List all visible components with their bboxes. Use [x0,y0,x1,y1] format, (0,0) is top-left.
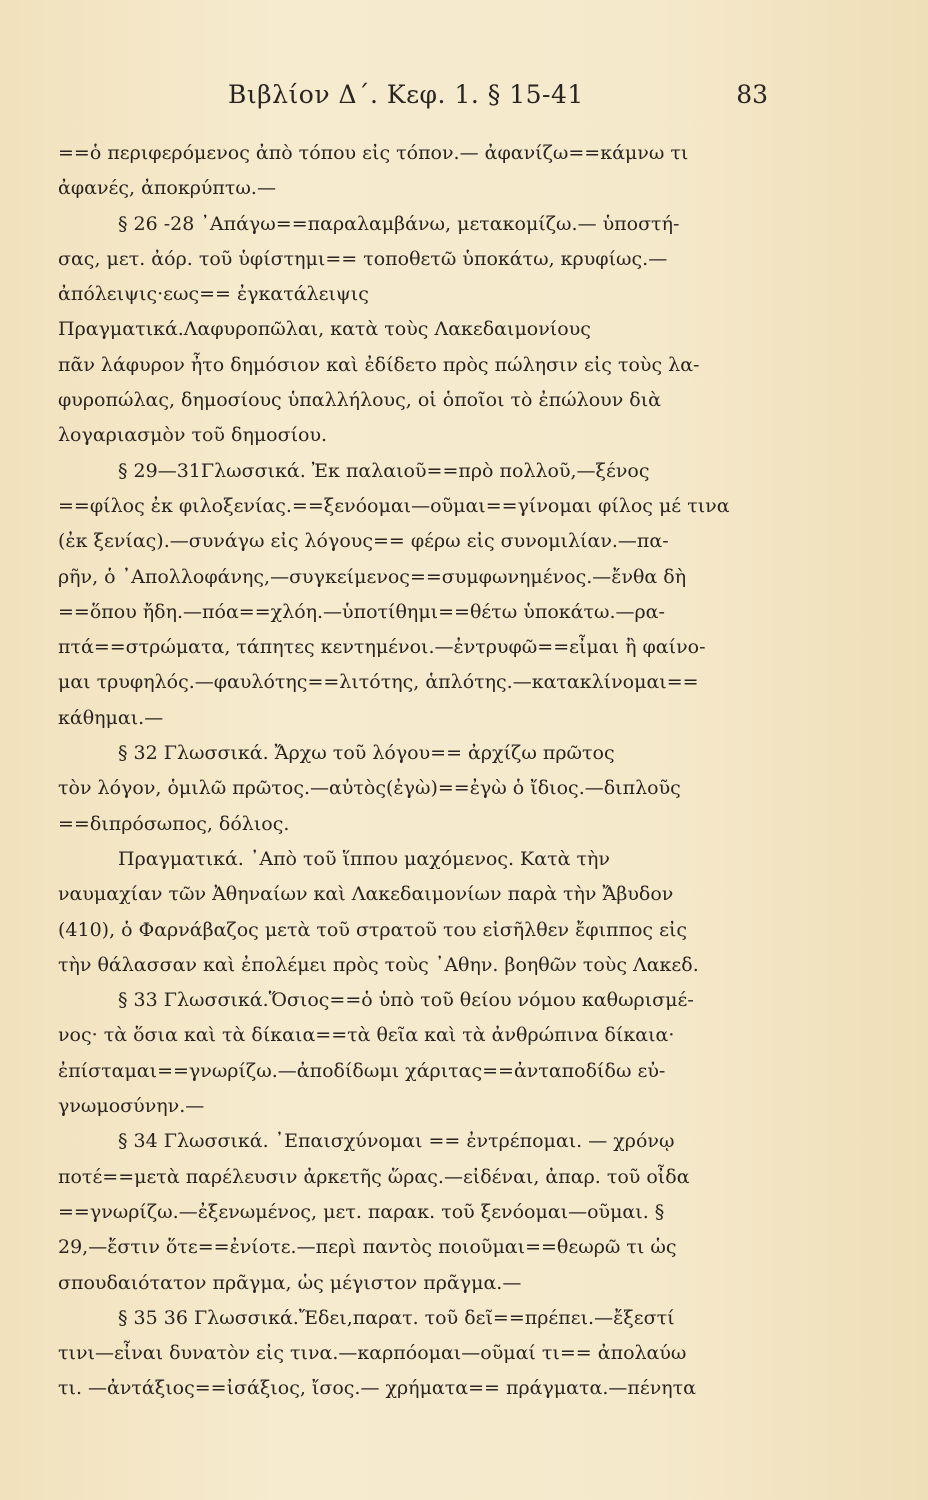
text-line: ἀπόλειψις·εως== ἐγκατάλειψις [58,283,369,306]
text-line: § 33 Γλωσσικά.Ὅσιος==ὁ ὑπὸ τοῦ θείου νόμου καθωρισμέ- [118,989,694,1012]
text-line: ναυμαχίαν τῶν Ἀθηναίων καὶ Λακεδαιμονίων παρὰ τὴν Ἄβυδον [58,883,674,906]
text-line: Πραγματικά. ᾽Απὸ τοῦ ἵππου μαχόμενος. Κατὰ τὴν [118,847,610,870]
text-line: λογαριασμὸν τοῦ δημοσίου. [58,424,328,447]
text-line: πᾶν λάφυρον ἦτο δημόσιον καὶ ἐδίδετο πρὸς πώλησιν εἰς τοὺς λα- [58,353,700,376]
text-line: μαι τρυφηλός.—φαυλότης==λιτότης, ἁπλότης.—κατακλίνομαι== [58,671,699,694]
text-line: ==γνωρίζω.—ἐξενωμένος, μετ. παρακ. τοῦ ξενόομαι—οῦμαι. § [58,1200,665,1223]
text-line: 29,—ἔστιν ὅτε==ἐνίοτε.—περὶ παντὸς ποιοῦμαι==θεωρῶ τι ὡς [58,1236,677,1259]
text-line: ρῆν, ὁ ᾽Απολλοφάνης,—συγκείμενος==συμφωνημένος.—ἔνθα δὴ [58,565,687,588]
text-line: γνωμοσύνην.— [58,1095,205,1118]
text-line: § 29—31Γλωσσικά. Ἐκ παλαιοῦ==πρὸ πολλοῦ,—ξένος [118,459,650,482]
text-line: φυροπώλας, δημοσίους ὑπαλλήλους, οἱ ὁποῖοι τὸ ἐπώλουν διὰ [58,389,661,412]
text-line: § 26 -28 ᾽Απάγω==παραλαμβάνω, μετακομίζω.— ὑποστή- [118,212,680,235]
text-line: ==φίλος ἐκ φιλοξενίας.==ξενόομαι—οῦμαι==γίνομαι φίλος μέ τινα [58,494,730,517]
text-line: ἐπίσταμαι==γνωρίζω.—ἀποδίδωμι χάριτας==ἀνταποδίδω εὐ- [58,1059,666,1082]
text-line: σας, μετ. ἀόρ. τοῦ ὑφίστημι== τοποθετῶ ὑποκάτω, κρυφίως.— [58,247,668,270]
text-line: ποτέ==μετὰ παρέλευσιν ἀρκετῆς ὥρας.—εἰδέναι, ἀπαρ. τοῦ οἶδα [58,1165,690,1188]
text-line: κάθημαι.— [58,706,164,729]
text-line: § 35 36 Γλωσσικά.Ἔδει,παρατ. τοῦ δεῖ==πρέπει.—ἔξεστί [118,1306,675,1329]
text-line: τὸν λόγον, ὁμιλῶ πρῶτος.—αὐτὸς(ἐγὼ)==ἐγὼ ὁ ἴδιος.—διπλοῦς [58,777,681,800]
page-number: 83 [736,80,768,109]
text-line: (410), ὁ Φαρνάβαζος μετὰ τοῦ στρατοῦ του εἰσῆλθεν ἔφιππος εἰς [58,918,688,941]
text-line: § 32 Γλωσσικά. Ἄρχω τοῦ λόγου== ἀρχίζω πρῶτος [118,742,615,765]
text-line: Πραγματικά.Λαφυροπῶλαι, κατὰ τοὺς Λακεδαιμονίους [58,318,591,341]
text-line: τὴν θάλασσαν καὶ ἐπολέμει πρὸς τοὺς ᾽Αθην. βοηθῶν τοὺς Λακεδ. [58,953,699,976]
text-line: (ἐκ ξενίας).—συνάγω εἰς λόγους== φέρω εἰς συνομιλίαν.—πα- [58,530,669,553]
text-line: ἀφανές, ἀποκρύπτω.— [58,177,276,200]
text-body [58,136,778,1407]
text-line: τι. —ἀντάξιος==ἰσάξιος, ἴσος.— χρήματα== πράγματα.—πένητα [58,1377,696,1400]
text-line: ==διπρόσωπος, δόλιος. [58,812,290,835]
text-line: § 34 Γλωσσικά. ᾽Επαισχύνομαι == ἐντρέπομαι. — χρόνῳ [118,1130,675,1153]
text-line: νος· τὰ ὅσια καὶ τὰ δίκαια==τὰ θεῖα καὶ τὰ ἀνθρώπινα δίκαια· [58,1024,675,1047]
page-header [58,80,768,116]
text-line: ==ὅπου ἤδη.—πόα==χλόη.—ὑποτίθημι==θέτω ὑποκάτω.—ρα- [58,600,665,623]
running-head: Βιβλίον Δ΄. Κεφ. 1. § 15-41 [228,80,584,109]
text-line: σπουδαιότατον πρᾶγμα, ὡς μέγιστον πρᾶγμα.— [58,1271,522,1294]
text-line: τινι—εἶναι δυνατὸν εἰς τινα.—καρπόομαι—οῦμαί τι== ἀπολαύω [58,1342,687,1365]
text-line: ==ὁ περιφερόμενος ἀπὸ τόπου εἰς τόπον.— ἀφανίζω==κάμνω τι [58,142,689,164]
text-line: πτά==στρώματα, τάπητες κεντημένοι.—ἐντρυφῶ==εἶμαι ἢ φαίνο- [58,636,706,659]
